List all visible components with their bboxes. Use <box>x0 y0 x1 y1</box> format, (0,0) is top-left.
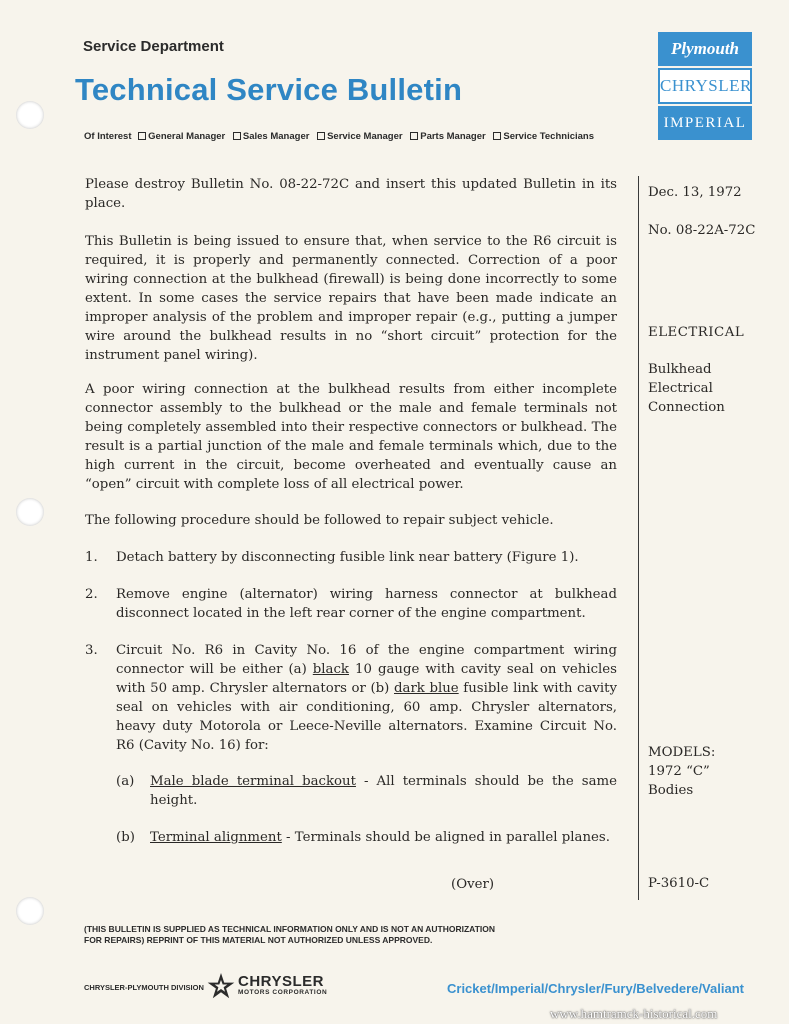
procedure-substep <box>116 828 617 847</box>
substep-letter: (b) <box>116 830 135 845</box>
pentastar-logo-icon <box>207 972 235 1000</box>
bulletin-title: Technical Service Bulletin <box>75 72 463 107</box>
imperial-logo: IMPERIAL <box>658 106 752 140</box>
substep-letter: (a) <box>116 774 135 789</box>
interest-option: General Manager <box>138 131 225 142</box>
paragraph-destroy-notice: Please destroy Bulletin No. 08-22-72C and insert this updated Bulletin in its place. <box>85 177 617 211</box>
division-label: CHRYSLER-PLYMOUTH DIVISION <box>84 983 204 992</box>
bulletin-category: ELECTRICAL <box>648 325 745 340</box>
checkbox-icon <box>493 132 501 140</box>
bulletin-date: Dec. 13, 1972 <box>648 185 742 200</box>
disclaimer: (THIS BULLETIN IS SUPPLIED AS TECHNICAL INFORMATION ONLY AND IS NOT AN AUTHORIZATION FOR REPAIRS) REPRINT OF THIS MATERIAL NOT AUTHORIZED UNLESS APPROVED. <box>84 924 495 945</box>
step-number: 2. <box>85 587 98 602</box>
over-note: (Over) <box>451 877 495 892</box>
procedure-step <box>85 641 617 755</box>
punch-hole <box>16 101 44 129</box>
checkbox-icon <box>410 132 418 140</box>
chrysler-corp-logo: CHRYSLER MOTORS CORPORATION <box>238 973 328 996</box>
sidebar-divider <box>638 176 639 900</box>
wire-color-dark-blue: dark blue <box>394 681 459 696</box>
interest-row <box>84 131 599 142</box>
wire-color-black: black <box>312 662 349 677</box>
site-watermark: www.hamtramck-historical.com <box>550 1006 718 1021</box>
step-text: Circuit No. R6 in Cavity No. 16 of the engine compartment wiring connector will be either (a) black 10 gauge with cavity seal on vehicles with 50 amp. Chrysler alternators or (b) dark blue fusible link with cavity seal on vehicles with air conditioning, 60 amp. Chrysler alternators, heavy duty Motorola or Leece-Neville alternators. Examine Circuit No. R6 (Cavity No. 16) for: <box>116 643 618 753</box>
bulletin-number: No. 08-22A-72C <box>648 223 756 238</box>
page-code: P-3610-C <box>648 876 710 891</box>
checkbox-icon <box>138 132 146 140</box>
substep-text: Terminal alignment - Terminals should be aligned in parallel planes. <box>150 830 610 845</box>
paragraph-purpose: This Bulletin is being issued to ensure that, when service to the R6 circuit is required, it is properly and permanently connected. Correction of a poor wiring connection at the bulkhead (firewall) is being done incorrectly to some extent. In some cases the service repairs that have been made indicate an improper analysis of the problem and improper repair (e.g., putting a jumper wire around the bulkhead results in no “short circuit” protection for the instrument panel wiring). <box>85 234 617 363</box>
models-line: Cricket/Imperial/Chrysler/Fury/Belvedere/Valiant <box>447 981 744 996</box>
interest-option: Sales Manager <box>233 131 310 142</box>
plymouth-logo: Plymouth <box>658 32 752 66</box>
bulletin-models: MODELS: 1972 “C” Bodies <box>648 745 716 798</box>
paragraph-procedure-intro: The following procedure should be followed to repair subject vehicle. <box>85 513 554 528</box>
step-number: 3. <box>85 643 98 658</box>
checkbox-icon <box>233 132 241 140</box>
procedure-substep <box>116 772 617 810</box>
step-text: Detach battery by disconnecting fusible link near battery (Figure 1). <box>116 550 579 565</box>
interest-option: Service Manager <box>317 131 403 142</box>
brand-logos <box>658 32 752 140</box>
step-text: Remove engine (alternator) wiring harness connector at bulkhead disconnect located in the left rear corner of the engine compartment. <box>116 587 617 621</box>
chrysler-logo: CHRYSLER <box>658 68 752 104</box>
interest-label: Of Interest <box>84 131 132 142</box>
bulletin-subject: Bulkhead Electrical Connection <box>648 362 725 415</box>
interest-option: Parts Manager <box>410 131 485 142</box>
paragraph-cause: A poor wiring connection at the bulkhead results from either incomplete connector assembly to the bulkhead or the male and female terminals not being completely assembled into their respective connectors or bulkhead. The result is a partial junction of the male and female terminals which, due to the high current in the circuit, become overheated and eventually cause an “open” circuit with complete loss of all electrical power. <box>85 382 617 492</box>
punch-hole <box>16 498 44 526</box>
punch-hole <box>16 897 44 925</box>
procedure-step <box>85 548 617 567</box>
department-label: Service Department <box>83 38 224 55</box>
checkbox-icon <box>317 132 325 140</box>
procedure-step <box>85 585 617 623</box>
substep-text: Male blade terminal backout - All terminals should be the same height. <box>150 774 618 808</box>
step-number: 1. <box>85 550 98 565</box>
interest-option: Service Technicians <box>493 131 594 142</box>
